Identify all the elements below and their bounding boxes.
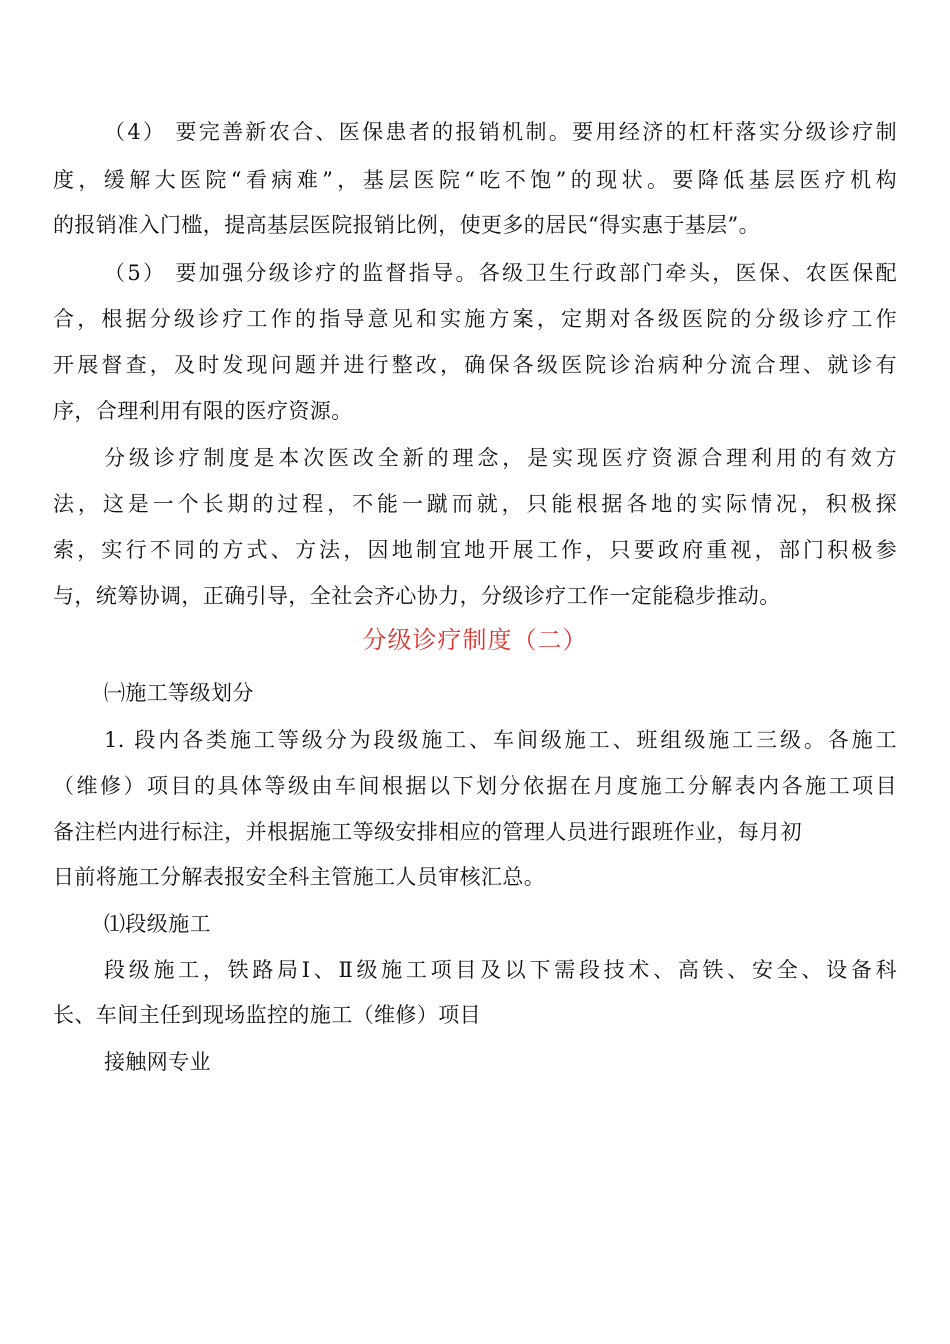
item-1-line-1: 1. 段内各类施工等级分为段级施工、车间级施工、班组级施工三级。各施工: [104, 728, 897, 752]
specialty-label: 接触网专业: [104, 1050, 211, 1074]
item-1-line-4: 日前将施工分解表报安全科主管施工人员审核汇总。: [53, 865, 546, 889]
paragraph-5-line-2: 合，根据分级诊疗工作的指导意见和实施方案，定期对各级医院的分级诊疗工作: [53, 307, 897, 331]
paragraph-5-line-3: 开展督查，及时发现问题并进行整改，确保各级医院诊治病种分流合理、就诊有: [53, 353, 897, 377]
paragraph-5-line-4: 序，合理利用有限的医疗资源。: [53, 399, 353, 423]
section-subheading: ㈠施工等级划分: [104, 681, 254, 705]
summary-line-4: 与，统筹协调，正确引导，全社会齐心协力，分级诊疗工作一定能稳步推动。: [53, 584, 781, 608]
paragraph-4-line-1: （4） 要完善新农合、医保患者的报销机制。要用经济的杠杆落实分级诊疗制: [104, 120, 897, 144]
item-subheading-segment-construction: ⑴段级施工: [104, 912, 211, 936]
paragraph-5-line-1: （5） 要加强分级诊疗的监督指导。各级卫生行政部门牵头，医保、农医保配: [104, 261, 897, 285]
item-1-line-3: 备注栏内进行标注，并根据施工等级安排相应的管理人员进行跟班作业，每月初: [53, 820, 802, 844]
definition-line-1: 段级施工，铁路局Ⅰ、Ⅱ级施工项目及以下需段技术、高铁、安全、设备科: [104, 958, 897, 982]
summary-line-3: 索，实行不同的方式、方法，因地制宜地开展工作，只要政府重视，部门积极参: [53, 538, 897, 562]
definition-line-2: 长、车间主任到现场监控的施工（维修）项目: [53, 1003, 481, 1027]
section-title: 分级诊疗制度（二）: [362, 626, 588, 654]
paragraph-4-line-2: 度，缓解大医院“看病难”，基层医院“吃不饱”的现状。要降低基层医疗机构: [53, 168, 897, 192]
summary-line-2: 法，这是一个长期的过程，不能一蹴而就，只能根据各地的实际情况，积极探: [53, 492, 897, 516]
paragraph-4-line-3: 的报销准入门槛，提高基层医院报销比例，使更多的居民“得实惠于基层”。: [53, 213, 761, 237]
item-1-line-2: （维修）项目的具体等级由车间根据以下划分依据在月度施工分解表内各施工项目: [53, 774, 897, 798]
summary-line-1: 分级诊疗制度是本次医改全新的理念，是实现医疗资源合理利用的有效方: [104, 446, 897, 470]
